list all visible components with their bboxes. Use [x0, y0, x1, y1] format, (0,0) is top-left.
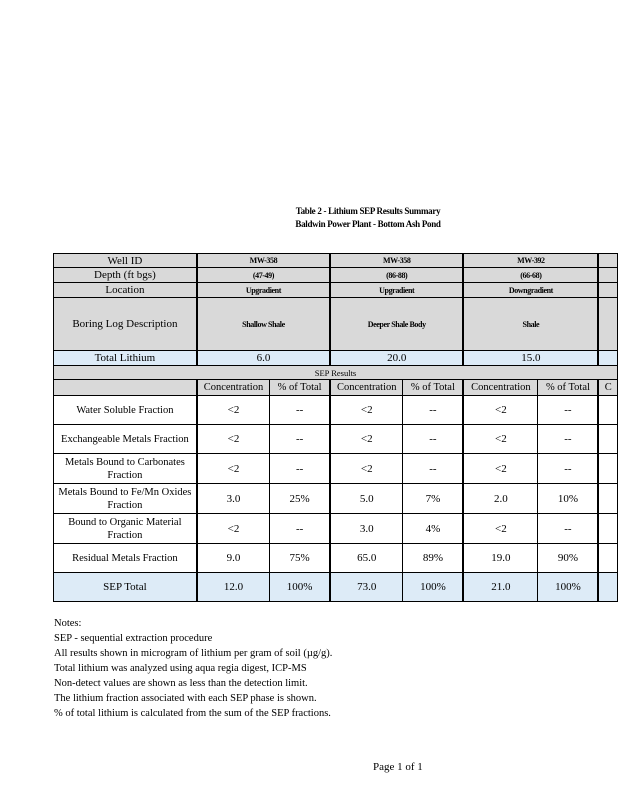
cell: 25% [270, 484, 330, 514]
cell-cut [598, 454, 617, 484]
cell: 12.0 [197, 573, 270, 602]
cell: <2 [463, 514, 538, 544]
cell-cut [598, 544, 617, 573]
boring-log-row [54, 298, 618, 351]
note-line: Non-detect values are shown as less than the detection limit. [54, 678, 308, 689]
sep-results-label: SEP Results [54, 366, 618, 380]
cell: -- [270, 396, 330, 425]
total-lithium-2: 20.0 [330, 351, 463, 366]
cell: -- [270, 425, 330, 454]
cell: -- [538, 425, 598, 454]
cell: <2 [330, 425, 403, 454]
boring-log-4-cut [598, 298, 617, 351]
conc-header-3: Concentration [463, 380, 538, 396]
cell: 3.0 [330, 514, 403, 544]
sub-header-blank [54, 380, 197, 396]
cell: 100% [538, 573, 598, 602]
cell: 100% [403, 573, 463, 602]
depth-row [54, 268, 618, 283]
well-id-2: MW-358 [330, 254, 463, 268]
cell-cut [598, 514, 617, 544]
row-label: Metals Bound to Carbonates Fraction [54, 454, 197, 484]
table-title [0, 205, 618, 231]
cell: -- [270, 454, 330, 484]
table-row [54, 544, 618, 573]
table-row [54, 514, 618, 544]
location-row [54, 283, 618, 298]
note-line: All results shown in microgram of lithium per gram of soil (µg/g). [54, 648, 333, 659]
sep-total-label: SEP Total [54, 573, 197, 602]
row-label: Residual Metals Fraction [54, 544, 197, 573]
total-lithium-label: Total Lithium [54, 351, 197, 366]
table-row [54, 425, 618, 454]
note-line: % of total lithium is calculated from the sum of the SEP fractions. [54, 708, 331, 719]
row-label: Water Soluble Fraction [54, 396, 197, 425]
cell: 4% [403, 514, 463, 544]
cell: 100% [270, 573, 330, 602]
cell: <2 [197, 396, 270, 425]
cell-cut [598, 573, 617, 602]
cell: -- [403, 454, 463, 484]
depth-3: (66-68) [463, 268, 598, 283]
cell-cut [598, 484, 617, 514]
lithium-sep-table [53, 253, 618, 602]
cell: 7% [403, 484, 463, 514]
cell: 65.0 [330, 544, 403, 573]
note-line: SEP - sequential extraction procedure [54, 633, 213, 644]
total-lithium-3: 15.0 [463, 351, 598, 366]
pct-header-3: % of Total [538, 380, 598, 396]
sep-results-row [54, 366, 618, 380]
cell: <2 [463, 396, 538, 425]
cell: <2 [197, 425, 270, 454]
well-id-3: MW-392 [463, 254, 598, 268]
total-lithium-1: 6.0 [197, 351, 330, 366]
depth-2: (86-88) [330, 268, 463, 283]
cell-cut [598, 396, 617, 425]
cell: <2 [463, 425, 538, 454]
cell: -- [538, 514, 598, 544]
notes-heading: Notes: [54, 618, 82, 629]
cell: 73.0 [330, 573, 403, 602]
pct-header-1: % of Total [270, 380, 330, 396]
sep-total-row [54, 573, 618, 602]
table-row [54, 484, 618, 514]
well-id-label: Well ID [54, 254, 197, 268]
table-row [54, 454, 618, 484]
cell: -- [270, 514, 330, 544]
title-line-1: Table 2 - Lithium SEP Results Summary [295, 206, 441, 216]
cell: <2 [330, 454, 403, 484]
sub-header-row [54, 380, 618, 396]
cell: 10% [538, 484, 598, 514]
notes-block [54, 616, 332, 721]
conc-header-1: Concentration [197, 380, 270, 396]
location-2: Upgradient [330, 283, 463, 298]
cell: 90% [538, 544, 598, 573]
cell: <2 [330, 396, 403, 425]
boring-log-2: Deeper Shale Body [330, 298, 463, 351]
cell: -- [538, 396, 598, 425]
boring-log-3: Shale [463, 298, 598, 351]
cell: -- [538, 454, 598, 484]
cell: 21.0 [463, 573, 538, 602]
total-lithium-row [54, 351, 618, 366]
note-line: Total lithium was analyzed using aqua regia digest, ICP-MS [54, 663, 307, 674]
depth-4-cut [598, 268, 617, 283]
row-label: Exchangeable Metals Fraction [54, 425, 197, 454]
cell: -- [403, 396, 463, 425]
cell: 9.0 [197, 544, 270, 573]
total-lithium-4-cut [598, 351, 617, 366]
depth-1: (47-49) [197, 268, 330, 283]
boring-log-label: Boring Log Description [54, 298, 197, 351]
cell: <2 [197, 514, 270, 544]
header-4-cut: C [598, 380, 617, 396]
well-id-1: MW-358 [197, 254, 330, 268]
cell: 19.0 [463, 544, 538, 573]
location-3: Downgradient [463, 283, 598, 298]
row-label: Bound to Organic Material Fraction [54, 514, 197, 544]
depth-label: Depth (ft bgs) [54, 268, 197, 283]
location-4-cut [598, 283, 617, 298]
cell: 2.0 [463, 484, 538, 514]
boring-log-1: Shallow Shale [197, 298, 330, 351]
cell-cut [598, 425, 617, 454]
title-line-2: Baldwin Power Plant - Bottom Ash Pond [295, 219, 441, 229]
conc-header-2: Concentration [330, 380, 403, 396]
pct-header-2: % of Total [403, 380, 463, 396]
cell: 89% [403, 544, 463, 573]
note-line: The lithium fraction associated with each SEP phase is shown. [54, 693, 317, 704]
cell: 5.0 [330, 484, 403, 514]
cell: <2 [197, 454, 270, 484]
location-label: Location [54, 283, 197, 298]
cell: <2 [463, 454, 538, 484]
location-1: Upgradient [197, 283, 330, 298]
cell: 3.0 [197, 484, 270, 514]
page-number: Page 1 of 1 [373, 761, 423, 773]
well-id-4-cut [598, 254, 617, 268]
cell: 75% [270, 544, 330, 573]
row-label: Metals Bound to Fe/Mn Oxides Fraction [54, 484, 197, 514]
table-row [54, 396, 618, 425]
well-id-row [54, 254, 618, 268]
cell: -- [403, 425, 463, 454]
